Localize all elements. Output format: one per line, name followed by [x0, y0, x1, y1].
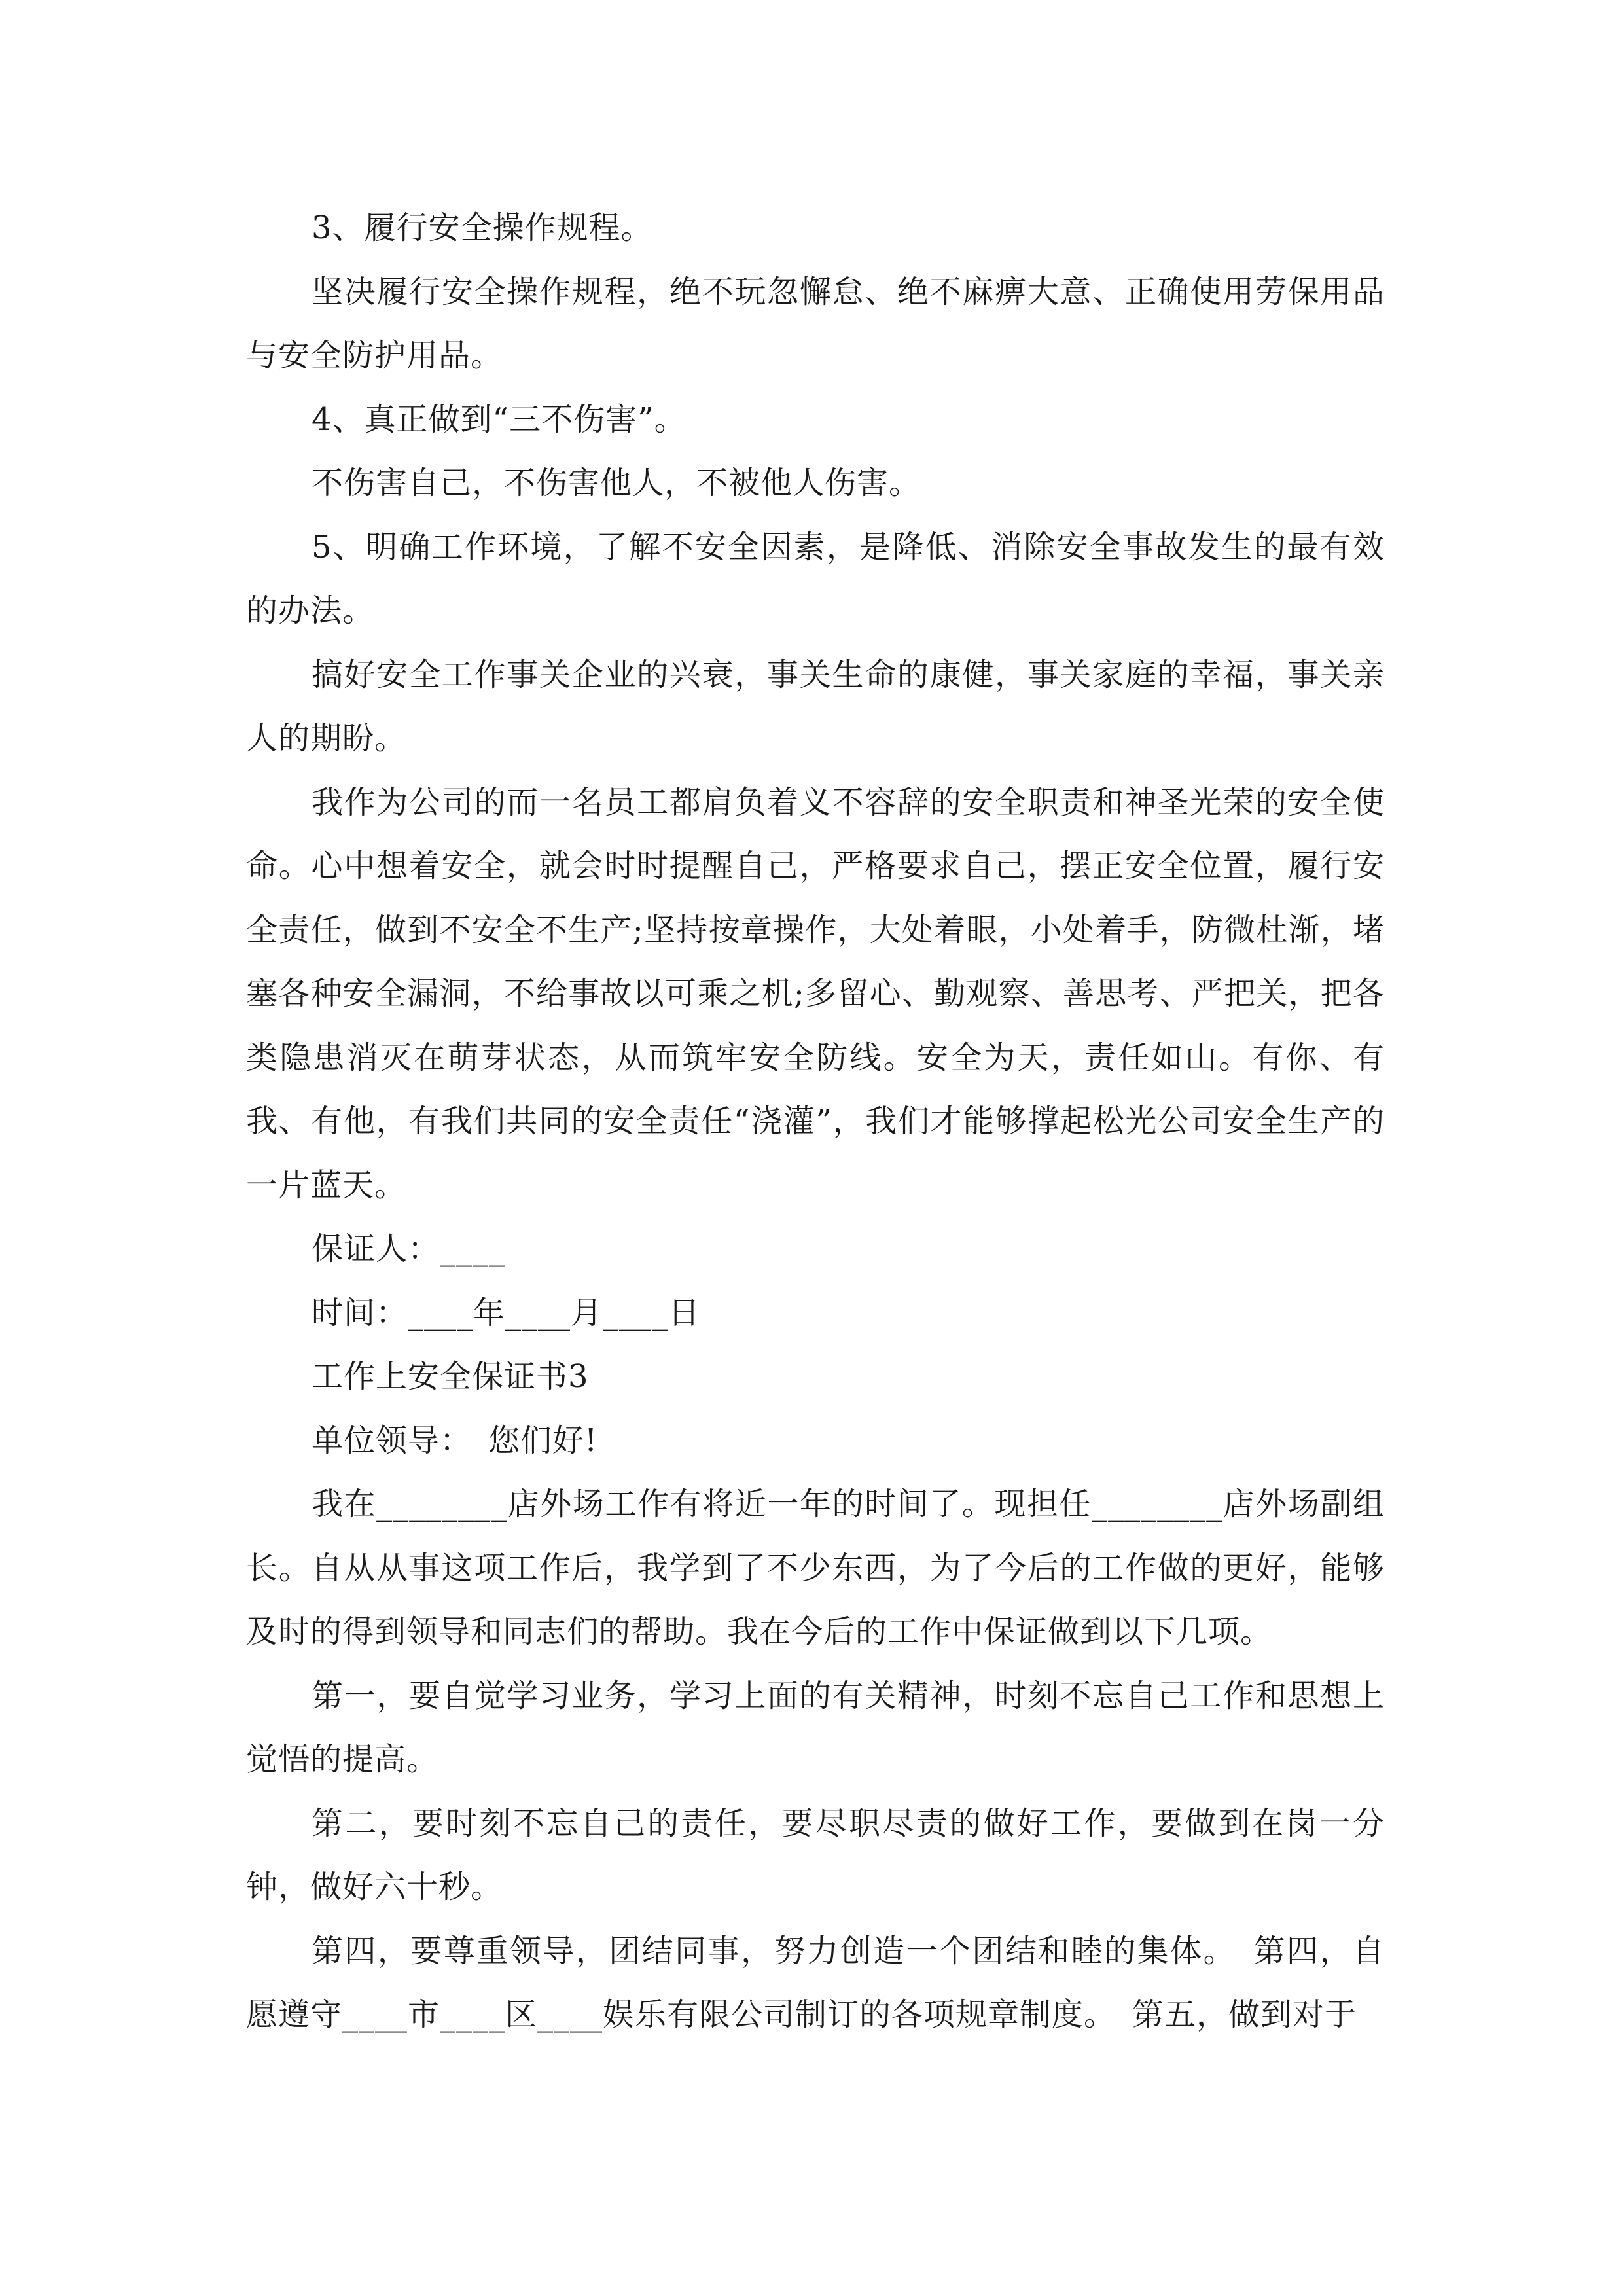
guarantor-line: 保证人：____: [312, 1230, 506, 1267]
paragraph-intro: 我在________店外场工作有将近一年的时间了。现担任________店外场副组长。自从从事这项工作后，我学到了不少东西，为了今后的工作做的更好，能够及时的得到领导和同志们的帮助。我在今后的工作中保证做到以下几项。: [246, 1486, 1385, 1650]
heading-item-4: 4、真正做到“三不伤害”。: [312, 401, 687, 438]
document-body: [246, 196, 1385, 2047]
paragraph-second: 第二，要时刻不忘自己的责任，要尽职尽责的做好工作，要做到在岗一分钟，做好六十秒。: [246, 1804, 1385, 1905]
heading-item-3: 3、履行安全操作规程。: [312, 209, 653, 246]
paragraph-first: 第一，要自觉学习业务，学习上面的有关精神，时刻不忘自己工作和思想上觉悟的提高。: [246, 1677, 1385, 1778]
section-title: 工作上安全保证书3: [312, 1358, 589, 1395]
paragraph-fourth: 第四，要尊重领导，团结同事，努力创造一个团结和睦的集体。 第四，自愿遵守____市____区____娱乐有限公司制订的各项规章制度。 第五，做到对于: [246, 1932, 1385, 2033]
paragraph-safety-rules: 坚决履行安全操作规程，绝不玩忽懈怠、绝不麻痹大意、正确使用劳保用品与安全防护用品。: [246, 273, 1385, 374]
salutation: 单位领导： 您们好!: [312, 1422, 598, 1459]
paragraph-employee-duty: 我作为公司的而一名员工都肩负着义不容辞的安全职责和神圣光荣的安全使命。心中想着安全，就会时时提醒自己，严格要求自己，摆正安全位置，履行安全责任，做到不安全不生产;坚持按章操作，大处着眼，小处着手，防微杜渐，堵塞各种安全漏洞，不给事故以可乘之机;多留心、勤观察、善思考、严把关，把各类隐患消灭在萌芽状态，从而筑牢安全防线。安全为天，责任如山。有你、有我、有他，有我们共同的安全责任“浇灌”，我们才能够撑起松光公司安全生产的一片蓝天。: [246, 783, 1385, 1204]
heading-item-5: 5、明确工作环境，了解不安全因素，是降低、消除安全事故发生的最有效的办法。: [246, 528, 1385, 629]
paragraph-no-harm: 不伤害自己，不伤害他人，不被他人伤害。: [312, 465, 921, 501]
date-line: 时间：____年____月____日: [312, 1294, 701, 1331]
paragraph-safety-importance: 搞好安全工作事关企业的兴衰，事关生命的康健，事关家庭的幸福，事关亲人的期盼。: [246, 656, 1385, 757]
